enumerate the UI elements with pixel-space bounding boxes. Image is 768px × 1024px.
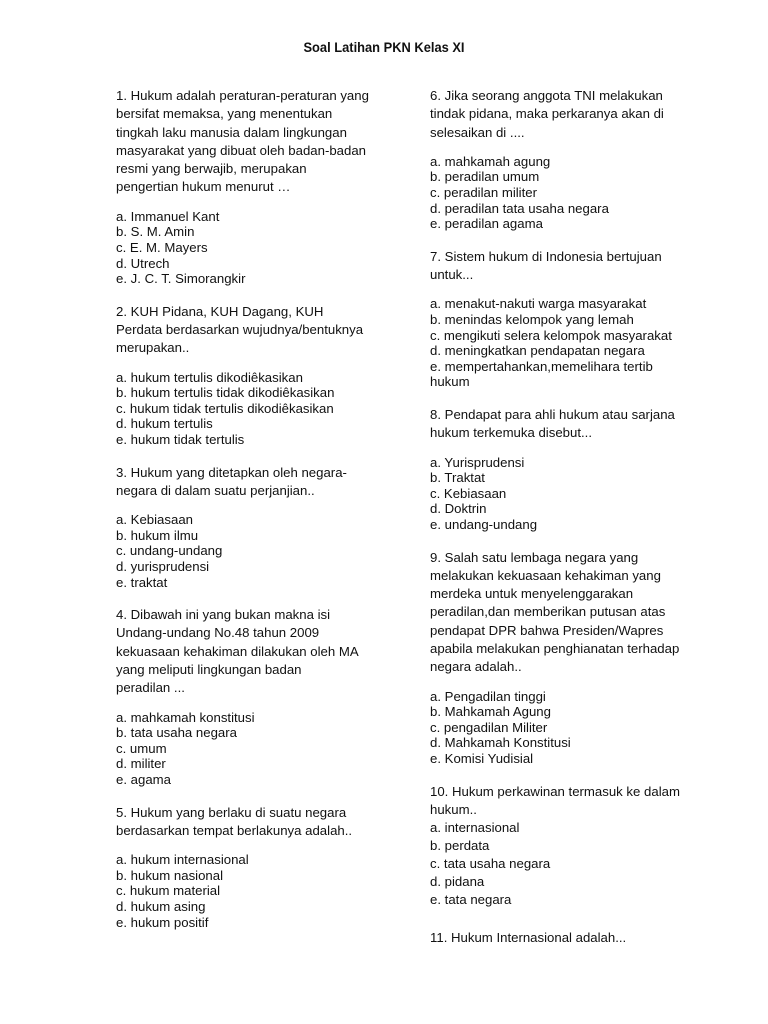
option-b: b. menindas kelompok yang lemah <box>430 312 634 328</box>
question-6 <box>430 87 720 232</box>
question-text: 4. Dibawah ini yang bukan makna isi Undang-undang No.48 tahun 2009 kekuasaan kehakiman dilakukan oleh MA yang meliputi lingkungan badan peradilan ... <box>116 607 359 696</box>
option-e: e. traktat <box>116 574 168 590</box>
option-d: d. Utrech <box>116 255 170 271</box>
question-text: 7. Sistem hukum di Indonesia bertujuan untuk... <box>430 248 662 283</box>
option-a: a. Pengadilan tinggi <box>430 688 546 704</box>
option-b: b. Mahkamah Agung <box>430 704 551 720</box>
option-d: d. pidana <box>430 874 485 890</box>
option-d: d. Doktrin <box>430 501 487 517</box>
option-e: e. hukum positif <box>116 914 209 930</box>
question-text: 11. Hukum Internasional adalah... <box>430 930 627 946</box>
option-b: b. S. M. Amin <box>116 224 195 240</box>
option-b: b. Traktat <box>430 470 485 486</box>
option-c: c. mengikuti selera kelompok masyarakat <box>430 327 672 343</box>
option-c: c. peradilan militer <box>430 185 538 201</box>
option-b: b. hukum nasional <box>116 867 224 883</box>
option-a: a. Immanuel Kant <box>116 208 220 224</box>
option-a: a. mahkamah agung <box>430 153 551 169</box>
question-2 <box>116 303 406 448</box>
question-text: 1. Hukum adalah peraturan-peraturan yang bersifat memaksa, yang menentukan tingkah laku manusia dalam lingkungan masyarakat yang dibuat oleh badan-badan resmi yang berwajib, merupakan pengertian hukum menurut … <box>116 88 369 195</box>
option-b: b. hukum ilmu <box>116 527 199 543</box>
option-c: c. pengadilan Militer <box>430 719 548 735</box>
option-a: a. Yurisprudensi <box>430 454 525 470</box>
option-d: d. peradilan tata usaha negara <box>430 200 609 216</box>
question-7 <box>430 248 720 390</box>
option-a: a. menakut-nakuti warga masyarakat <box>430 296 647 312</box>
option-d: d. yurisprudensi <box>116 558 210 574</box>
option-a: a. hukum tertulis dikodiêkasikan <box>116 369 303 385</box>
option-c: c. E. M. Mayers <box>116 239 208 255</box>
option-e: e. undang-undang <box>430 516 538 532</box>
option-e-continued: hukum <box>430 374 470 390</box>
question-3 <box>116 464 406 591</box>
option-d: d. militer <box>116 756 166 772</box>
option-e: e. peradilan agama <box>430 216 543 232</box>
question-text: 10. Hukum perkawinan termasuk ke dalam hukum.. <box>430 783 680 817</box>
question-5 <box>116 804 406 931</box>
option-a: a. Kebiasaan <box>116 512 193 528</box>
option-e: e. J. C. T. Simorangkir <box>116 271 246 287</box>
option-c: c. Kebiasaan <box>430 485 507 501</box>
question-text: 6. Jika seorang anggota TNI melakukan tindak pidana, maka perkaranya akan di selesaikan di .... <box>430 88 664 140</box>
option-c: c. hukum tidak tertulis dikodiêkasikan <box>116 400 334 416</box>
option-d: d. meningkatkan pendapatan negara <box>430 343 645 359</box>
question-text: 8. Pendapat para ahli hukum atau sarjana hukum terkemuka disebut... <box>430 407 675 441</box>
option-e: e. tata negara <box>430 892 512 908</box>
right-column <box>430 87 720 964</box>
option-b: b. tata usaha negara <box>116 725 237 741</box>
option-e: e. hukum tidak tertulis <box>116 432 245 448</box>
option-c: c. hukum material <box>116 883 221 899</box>
option-c: c. undang-undang <box>116 543 223 559</box>
option-e: e. Komisi Yudisial <box>430 751 534 767</box>
question-8 <box>430 406 720 533</box>
question-text: 2. KUH Pidana, KUH Dagang, KUH Perdata berdasarkan wujudnya/bentuknya merupakan.. <box>116 303 364 356</box>
left-column <box>116 87 406 946</box>
option-b: b. perdata <box>430 838 490 854</box>
option-a: a. hukum internasional <box>116 852 249 868</box>
question-1 <box>116 87 406 287</box>
option-c: c. tata usaha negara <box>430 856 551 872</box>
option-a: a. mahkamah konstitusi <box>116 709 255 725</box>
option-d: d. Mahkamah Konstitusi <box>430 735 571 751</box>
page-title: Soal Latihan PKN Kelas XI <box>303 39 465 55</box>
option-a: a. internasional <box>430 820 520 836</box>
question-text: 3. Hukum yang ditetapkan oleh negara- negara di dalam suatu perjanjian.. <box>116 464 347 498</box>
question-9 <box>430 549 720 767</box>
option-b: b. hukum tertulis tidak dikodiêkasikan <box>116 385 335 401</box>
question-10 <box>430 783 720 910</box>
question-text: 9. Salah satu lembaga negara yang melakukan kekuasaan kehakiman yang merdeka untuk menyelenggarakan peradilan,dan memberikan putusan atas pendapat DPR bahwa Presiden/Wapres apabila melakukan penghianatan terhadap negara adalah.. <box>430 549 680 675</box>
option-d: d. hukum tertulis <box>116 416 213 432</box>
question-11 <box>430 929 720 947</box>
option-c: c. umum <box>116 740 167 756</box>
question-text: 5. Hukum yang berlaku di suatu negara berdasarkan tempat berlakunya adalah.. <box>116 804 353 838</box>
option-e: e. mempertahankan,memelihara tertib <box>430 358 653 374</box>
option-e: e. agama <box>116 772 171 788</box>
option-b: b. peradilan umum <box>430 169 540 185</box>
question-4 <box>116 606 406 787</box>
option-d: d. hukum asing <box>116 899 206 914</box>
